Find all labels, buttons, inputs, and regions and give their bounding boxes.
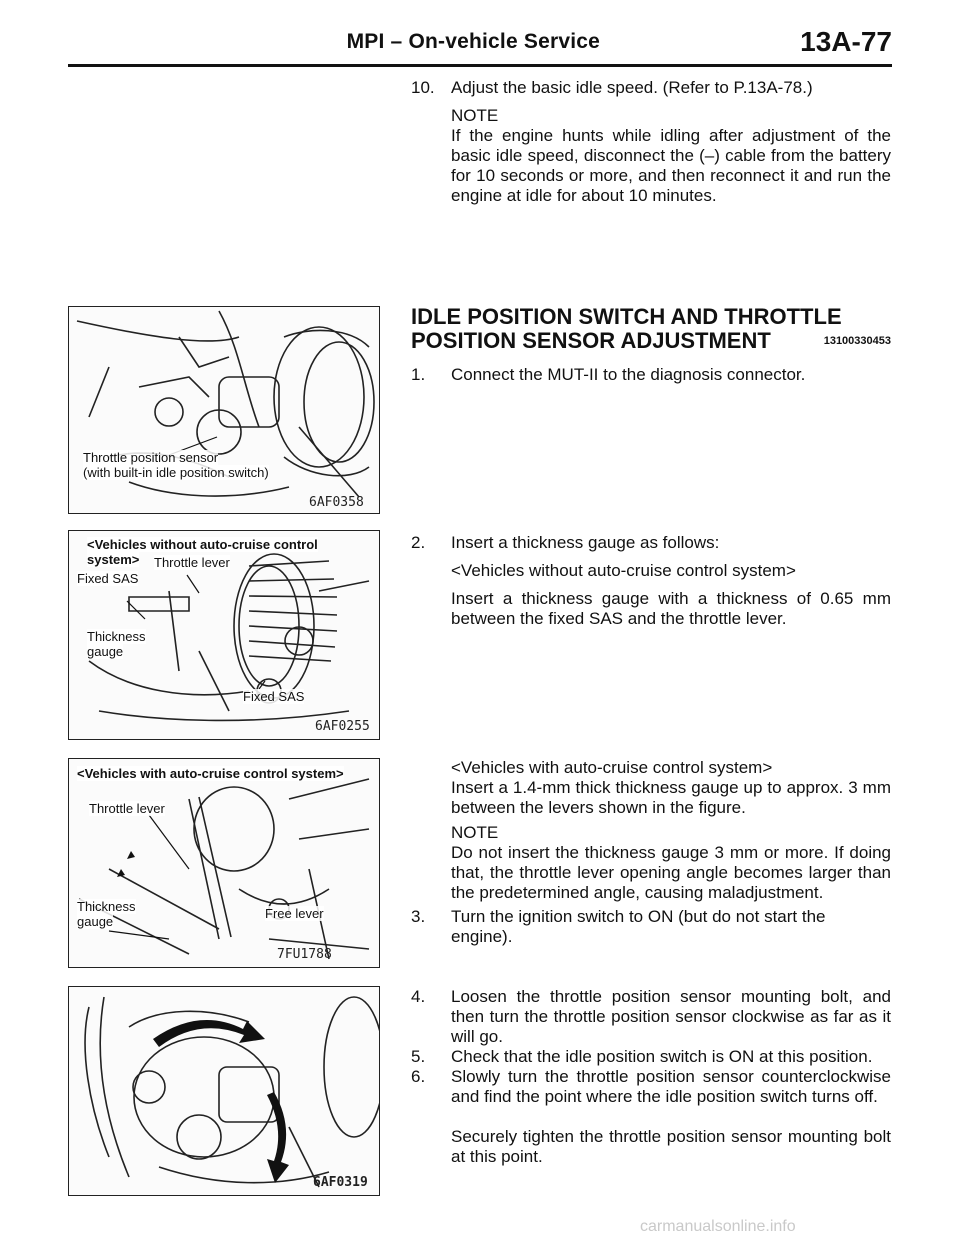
figure-2-caption-line-1: <Vehicles without auto-cruise control [87, 537, 318, 552]
step-3-text: Turn the ignition switch to ON (but do not start the engine). [451, 907, 826, 946]
step-3-number: 3. [411, 907, 426, 926]
figure-4-illustration [69, 987, 379, 1195]
step-1-number: 1. [411, 365, 426, 384]
figure-3-thickness-label-line-1: Thickness [77, 899, 136, 914]
figure-1-code: 6AF0358 [309, 495, 364, 510]
step-2-note-label: NOTE [451, 823, 499, 842]
figure-fixed-sas-without-cruise [68, 530, 380, 740]
figure-2-code: 6AF0255 [315, 719, 370, 734]
section-heading-line-1: IDLE POSITION SWITCH AND THROTTLE [411, 304, 842, 329]
figure-levers-with-cruise [68, 758, 380, 968]
figure-3-thickness-label-line-2: gauge [77, 914, 114, 929]
figure-1-illustration [69, 307, 379, 513]
step-2-sub-a-heading: <Vehicles without auto-cruise control system> [451, 561, 796, 580]
step-4-text: Loosen the throttle position sensor mounting bolt, and then turn the throttle position sensor clockwise as far as it will go. [451, 987, 891, 1046]
header-rule [68, 64, 892, 67]
step-6-number: 6. [411, 1067, 426, 1086]
figure-2-fixed-sas-bottom-label: Fixed SAS [243, 689, 305, 704]
step-2-note: Do not insert the thickness gauge 3 mm or more. If doing that, the throttle lever opening angle becomes larger than the predetermined angle, causing maladjustment. [451, 843, 891, 902]
step-2-sub-b-heading: <Vehicles with auto-cruise control system> [451, 758, 773, 777]
page-number: 13A-77 [800, 26, 892, 57]
step-6-text-2: Securely tighten the throttle position sensor mounting bolt at this point. [451, 1127, 891, 1166]
figure-3-free-lever-label: Free lever [265, 906, 324, 921]
header-title: MPI – On-vehicle Service [346, 30, 600, 53]
step-5-number: 5. [411, 1047, 426, 1066]
watermark: carmanualsonline.info [640, 1218, 796, 1235]
step-10-note-label: NOTE [451, 106, 499, 125]
step-10-text: Adjust the basic idle speed. (Refer to P.13A-78.) [451, 78, 813, 97]
figure-3-code: 7FU1788 [277, 947, 332, 962]
figure-throttle-position-sensor [68, 306, 380, 514]
step-2-sub-b-text: Insert a 1.4-mm thick thickness gauge up to approx. 3 mm between the levers shown in the figure. [451, 778, 891, 817]
figure-3-caption: <Vehicles with auto-cruise control system> [77, 766, 344, 781]
section-heading-line-2: POSITION SENSOR ADJUSTMENT [411, 328, 771, 353]
figure-1-label-line-2: (with built-in idle position switch) [83, 465, 269, 480]
step-2-text: Insert a thickness gauge as follows: [451, 533, 720, 552]
figure-2-thickness-label-line-2: gauge [87, 644, 124, 659]
step-1-text: Connect the MUT-II to the diagnosis connector. [451, 365, 806, 384]
figure-3-throttle-lever-label: Throttle lever [89, 801, 165, 816]
step-2-sub-a-text: Insert a thickness gauge with a thickness of 0.65 mm between the fixed SAS and the throttle lever. [451, 589, 891, 628]
step-5-text: Check that the idle position switch is ON at this position. [451, 1047, 873, 1066]
figure-2-fixed-sas-top-label: Fixed SAS [77, 571, 139, 586]
figure-sensor-rotation [68, 986, 380, 1196]
figure-3-illustration [69, 759, 379, 967]
step-10-number: 10. [411, 78, 435, 97]
section-code: 13100330453 [823, 335, 891, 347]
step-4-number: 4. [411, 987, 426, 1006]
figure-2-thickness-label-line-1: Thickness [87, 629, 146, 644]
step-10-note: If the engine hunts while idling after adjustment of the basic idle speed, disconnect the (–) cable from the battery for 10 seconds or more, and then reconnect it and run the engine at idle for about 10 minutes. [451, 126, 891, 205]
figure-4-code: 6AF0319 [313, 1175, 368, 1190]
figure-1-label-line-1: Throttle position sensor [83, 450, 219, 465]
figure-2-caption-line-2: system> [87, 552, 140, 567]
figure-2-throttle-lever-label: Throttle lever [154, 555, 230, 570]
step-6-text: Slowly turn the throttle position sensor counterclockwise and find the point where the idle position switch turns off. [451, 1067, 891, 1106]
step-2-number: 2. [411, 533, 426, 552]
